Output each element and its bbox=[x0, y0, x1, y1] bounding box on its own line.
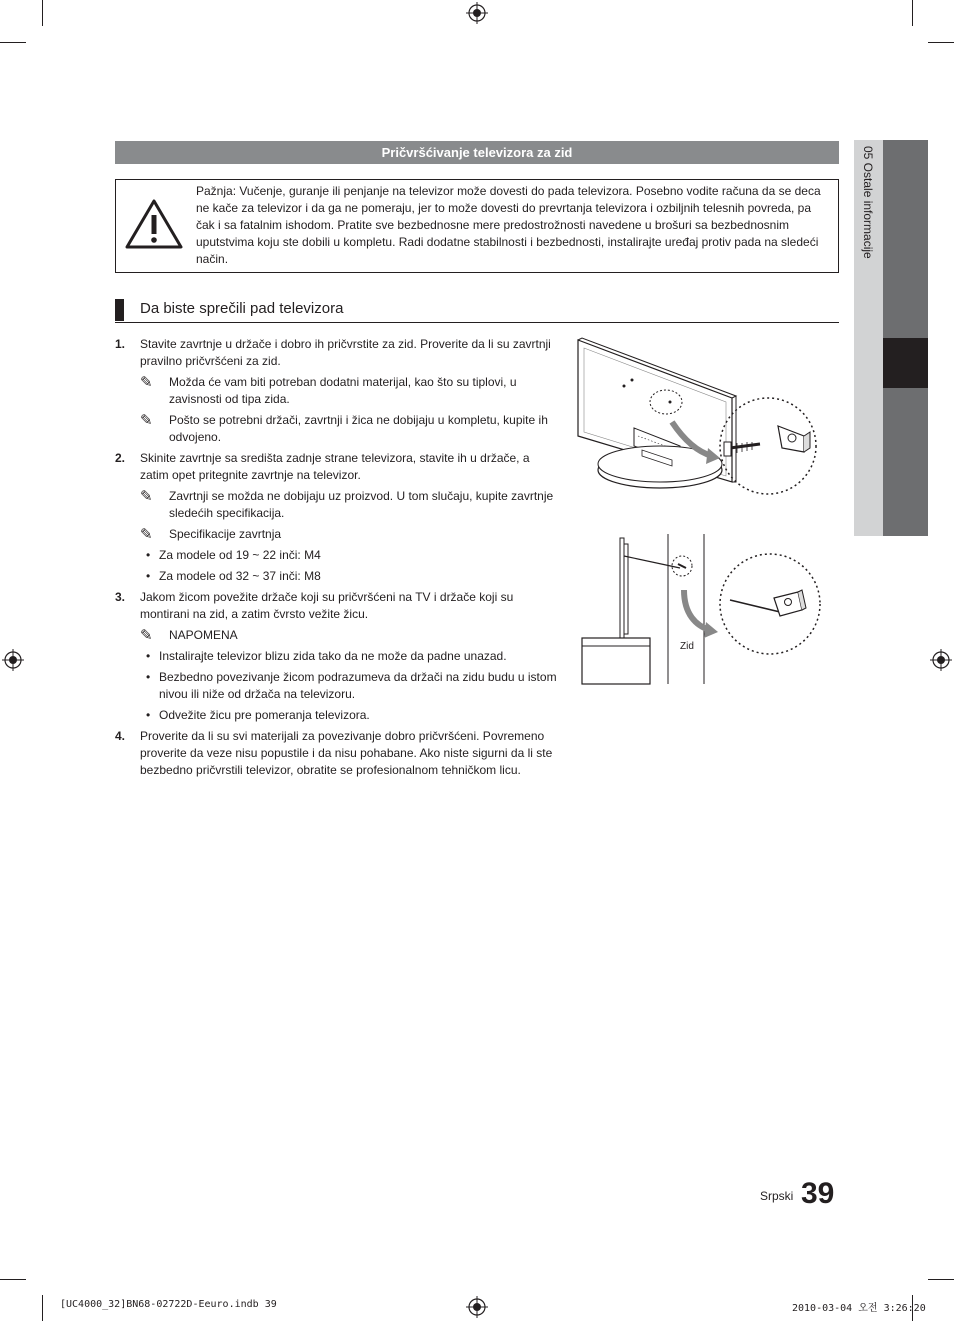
tv-back-illustration bbox=[572, 336, 828, 496]
chapter-tab-label: 05 Ostale informacije bbox=[861, 146, 875, 259]
note-item bbox=[140, 526, 561, 543]
step-text: Skinite zavrtnje sa središta zadnje strane televizora, stavite ih u držače, a zatim opet pritegnite zavrtnje na televizor. bbox=[140, 451, 530, 482]
pencil-note-icon: ✎ bbox=[140, 374, 153, 391]
step-item bbox=[115, 728, 561, 779]
warning-label: Pažnja bbox=[196, 184, 233, 198]
section-title: Da biste sprečili pad televizora bbox=[140, 300, 344, 317]
note-text: Specifikacije zavrtnja bbox=[169, 527, 282, 541]
step-text: Stavite zavrtnje u držače i dobro ih pričvrstite za zid. Proverite da li su zavrtnji pravilno pričvršćeni za zid. bbox=[140, 337, 551, 368]
bullet-text: Odvežite žicu pre pomeranja televizora. bbox=[159, 708, 370, 722]
crop-mark bbox=[42, 1295, 43, 1321]
registration-mark-icon bbox=[466, 2, 488, 24]
bullet-text: Za modele od 19 ~ 22 inči: M4 bbox=[159, 548, 321, 562]
bullet-item bbox=[115, 707, 561, 724]
note-text: Zavrtnji se možda ne dobijaju uz proizvod. U tom slučaju, kupite zavrtnje sledećih specifikacija. bbox=[169, 489, 554, 520]
pencil-note-icon: ✎ bbox=[140, 526, 153, 543]
bullet-dot: • bbox=[146, 569, 151, 583]
wall-tie-illustration bbox=[580, 534, 828, 686]
step-number: 4. bbox=[115, 729, 126, 743]
imprint-file: [UC4000_32]BN68-02722D-Eeuro.indb 39 bbox=[60, 1299, 277, 1310]
bullet-text: Bezbedno povezivanje žicom podrazumeva da držači na zidu budu u istom nivou ili niže od držača na televizoru. bbox=[159, 670, 557, 701]
section-marker bbox=[115, 299, 124, 321]
bullet-dot: • bbox=[146, 708, 151, 722]
note-item bbox=[140, 374, 561, 408]
bullet-dot: • bbox=[146, 548, 151, 562]
crop-mark bbox=[0, 1279, 26, 1280]
note-text: Možda će vam biti potreban dodatni materijal, kao što su tiplovi, u zavisnosti od tipa zida. bbox=[169, 375, 517, 406]
bullet-item bbox=[115, 669, 561, 703]
warning-triangle-icon bbox=[124, 198, 184, 250]
wall-label: Zid bbox=[680, 641, 694, 652]
imprint-timestamp: 2010-03-04 오전 3:26:20 bbox=[792, 1303, 926, 1314]
warning-text bbox=[196, 183, 832, 268]
bullet-dot: • bbox=[146, 670, 151, 684]
note-item bbox=[140, 488, 561, 522]
bullet-dot: • bbox=[146, 649, 151, 663]
bullet-item bbox=[115, 648, 561, 665]
crop-mark bbox=[42, 0, 43, 26]
registration-mark-icon bbox=[930, 649, 952, 671]
step-item bbox=[115, 336, 561, 446]
step-item bbox=[115, 589, 561, 724]
note-item bbox=[140, 627, 561, 644]
crop-mark bbox=[0, 42, 26, 43]
warning-body: : Vučenje, guranje ili penjanje na televizor može dovesti do pada televizora. Posebno vodite računa da se deca ne kače za televizor i da ga ne pomeraju, jer to može dovesti do prevrtanja televizora i ozbiljnih telesnih povreda, pa čak i sa fatalnim ishodom. Pratite sve bezbednosne mere predostrožnosti navedene u brošuri sa bezbednosnim uputstvima koju ste dobili u kompletu. Radi dodatne stabilnosti i bezbednosti, instalirajte uređaj protiv pada na sledeći način. bbox=[196, 184, 821, 266]
bullet-item bbox=[115, 568, 561, 585]
registration-mark-icon bbox=[2, 649, 24, 671]
pencil-note-icon: ✎ bbox=[140, 412, 153, 429]
step-item bbox=[115, 450, 561, 585]
step-text: Proverite da li su svi materijali za povezivanje dobro pričvršćeni. Povremeno proverite da veze nisu popustile i da nisu pohabane. Ako niste sigurni da li ste bezbedno pričvrstili televizor, obratite se profesionalnom tehničkom licu. bbox=[140, 729, 553, 777]
bullet-item bbox=[115, 547, 561, 564]
note-item bbox=[140, 412, 561, 446]
warning-box bbox=[115, 179, 839, 273]
registration-mark-icon bbox=[466, 1296, 488, 1318]
step-number: 3. bbox=[115, 590, 126, 604]
crop-mark bbox=[928, 42, 954, 43]
step-number: 1. bbox=[115, 337, 126, 351]
crop-mark bbox=[912, 0, 913, 26]
page-number: 39 bbox=[801, 1177, 835, 1210]
note-text: Pošto se potrebni držači, zavrtnji i žica ne dobijaju u kompletu, kupite ih odvojeno. bbox=[169, 413, 548, 444]
step-number: 2. bbox=[115, 451, 126, 465]
note-text: NAPOMENA bbox=[169, 628, 238, 642]
page-title: Pričvršćivanje televizora za zid bbox=[115, 141, 839, 164]
bullet-text: Instalirajte televizor blizu zida tako da ne može da padne unazad. bbox=[159, 649, 507, 663]
step-text: Jakom žicom povežite držače koji su pričvršćeni na TV i držače koji su montirani na zid, a zatim čvrsto vežite žicu. bbox=[140, 590, 514, 621]
crop-mark bbox=[928, 1279, 954, 1280]
pencil-note-icon: ✎ bbox=[140, 627, 153, 644]
chapter-tab-marker bbox=[883, 338, 928, 388]
pencil-note-icon: ✎ bbox=[140, 488, 153, 505]
bullet-text: Za modele od 32 ~ 37 inči: M8 bbox=[159, 569, 321, 583]
steps-list bbox=[115, 336, 561, 783]
section-divider bbox=[115, 322, 839, 323]
footer-language: Srpski bbox=[760, 1189, 794, 1203]
